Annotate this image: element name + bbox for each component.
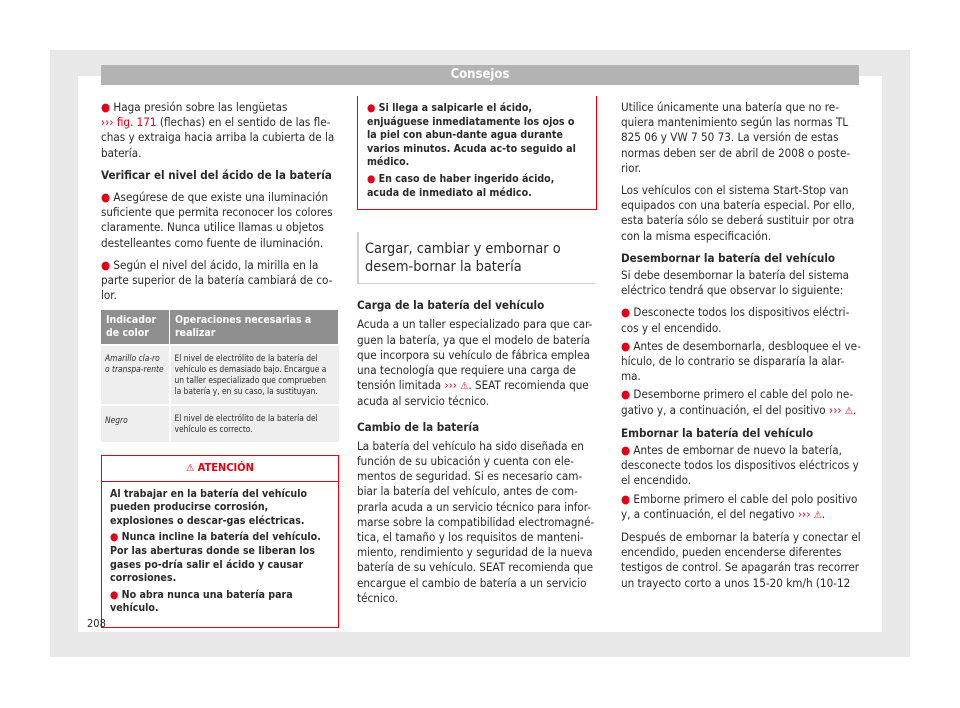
attention-box	[101, 455, 339, 628]
bullet-icon: ●	[101, 100, 111, 114]
subheading: Verificar el nivel del ácido de la batería	[101, 167, 332, 182]
bullet-icon: ●	[367, 102, 379, 114]
bullet-icon: ●	[101, 257, 114, 272]
bullet-item: ● Asegúrese de que existe una iluminación suficiente que permita reconocer los colores claramente. Nunca utilice llamas u objetos destelleantes como fuente de iluminación.	[101, 190, 333, 250]
bullet-item: ● Emborne primero el cable del polo positivo y, a continuación, el del negativo ››› ⚠.	[621, 491, 858, 521]
attention-header: ⚠ ATENCIÓN	[102, 456, 338, 481]
section-header: Consejos	[101, 65, 859, 85]
bullet-item: ● Antes de desembornarla, desbloquee el ve-hículo, de lo contrario se dispararía la alar-ma.	[621, 338, 861, 384]
table-cell: El nivel de electrólito de la batería del vehículo es correcto.	[170, 405, 339, 442]
paragraph: Los vehículos con el sistema Start-Stop van equipados con una batería especial. Por ello, esta batería sólo se deberá sustituir por otra con la misma especificación.	[621, 183, 855, 243]
color-indicator-table	[101, 310, 339, 442]
table-cell: Negro	[101, 405, 170, 442]
cross-ref-arrow[interactable]: ›››	[444, 378, 457, 393]
subheading: Desembornar la batería del vehículo	[621, 250, 836, 265]
table-row	[101, 405, 339, 442]
paragraph: Utilice únicamente una batería que no re-quiera mantenimiento según las normas TL 825 06 y VW 7 50 73. La versión de estas normas deben ser de abril de 2008 o poste-rior.	[621, 100, 851, 175]
column-2	[357, 96, 597, 613]
section-title: Cargar, cambiar y embornar o desem-bornar la batería	[365, 241, 561, 276]
warning-icon: ⚠	[460, 381, 469, 393]
warning-icon: ⚠	[844, 405, 853, 417]
bullet-item: ● Si llega a salpicarle el ácido, enjuáguese inmediatamente los ojos o la piel con abun-dante agua durante varios minutos. Acuda ac-to seguido al médico.	[367, 102, 576, 169]
attention-body: Al trabajar en la batería del vehículo pueden producirse corrosión, explosiones o descar-gas eléctricas. ● Nunca incline la batería del vehículo. Por las aberturas donde se liberan los gases po-dría salir el ácido y causar corrosiones. ● No abra nunca una batería para vehículo.	[102, 482, 338, 627]
paragraph: La batería del vehículo ha sido diseñada en función de su ubicación y cuenta con ele-mentos de seguridad. Si es necesario cam-biar la batería del vehículo, antes de com-prarla acuda a un servicio técnico para infor-marse sobre la compatibilidad electromagné-tica, el tamaño y los requisitos de manteni-miento, rendimiento y seguridad de la nueva batería de su vehículo. SEAT recomienda que encargue el cambio de batería a un servicio técnico.	[357, 438, 595, 605]
bullet-icon: ●	[621, 491, 634, 506]
table-header: Indicador de color	[101, 310, 170, 345]
warning-icon: ⚠	[813, 509, 822, 521]
bullet-item: ● Antes de embornar de nuevo la batería, desconecte todos los dispositivos eléctricos y el encendido.	[621, 443, 859, 488]
bullet-item: ● Desconecte todos los dispositivos eléctri-cos y el encendido.	[621, 305, 850, 335]
cross-ref-arrow[interactable]: ›››	[829, 402, 842, 417]
bullet-icon: ●	[621, 305, 634, 320]
bullet-icon: ●	[110, 588, 122, 601]
paragraph: Acuda a un taller especializado para que car-guen la batería, ya que el modelo de batería que incorpora su vehículo de fábrica emplea una tecnología que requiere una carga de tensión limitada ››› ⚠. SEAT recomienda que acuda al servicio técnico.	[357, 317, 593, 409]
page-number: 208	[87, 617, 106, 630]
bullet-icon: ●	[367, 172, 379, 185]
subheading: Cambio de la batería	[357, 419, 480, 434]
subheading: Embornar la batería del vehículo	[621, 425, 814, 440]
attention-box-continued	[357, 96, 597, 210]
table-cell: El nivel de electrólito de la batería del vehículo es demasiado bajo. Encargue a un taller especializado que comprueben la batería y, en su caso, la sustituyan.	[170, 345, 339, 405]
paragraph: Después de embornar la batería y conectar el encendido, pueden encenderse diferentes testigos de control. Se apagarán tras recorrer un trayecto corto a unos 15-20 km/h (10-12	[621, 530, 861, 590]
section-bar	[357, 232, 359, 284]
figure-link[interactable]: fig. 171	[116, 115, 157, 130]
table-header: Operaciones necesarias a realizar	[170, 310, 339, 345]
bullet-item: ● Nunca incline la batería del vehículo. Por las aberturas donde se liberan los gases po-dría salir el ácido y causar corrosiones.	[110, 531, 321, 585]
table-row	[101, 345, 339, 405]
bullet-icon: ●	[110, 531, 122, 544]
bullet-icon: ●	[621, 338, 634, 353]
bullet-icon: ●	[621, 443, 634, 458]
bullet-item: ● En caso de haber ingerido ácido, acuda de inmediato al médico.	[367, 172, 555, 199]
paragraph: Si debe desembornar la batería del sistema eléctrico tendrá que observar lo siguiente:	[621, 268, 850, 298]
column-1	[101, 100, 339, 628]
cross-ref-arrow[interactable]: ›››	[797, 506, 811, 521]
subheading: Carga de la batería del vehículo	[357, 298, 545, 313]
bullet-icon: ●	[621, 387, 634, 402]
bullet-icon: ●	[101, 190, 114, 205]
bullet-item: ● Desemborne primero el cable del polo ne-gativo y, a continuación, el del positivo ››› ⚠.	[621, 387, 857, 417]
warning-icon: ⚠	[186, 463, 195, 475]
column-3	[621, 100, 861, 598]
cross-ref-arrow: ›››	[101, 115, 114, 130]
paragraph: ● Haga presión sobre las lengüetas ››› fig. 171 (flechas) en el sentido de las fle-chas y extraiga hacia arriba la cubierta de la batería.	[101, 100, 335, 160]
bullet-item: ● Según el nivel del ácido, la mirilla en la parte superior de la batería cambiará de co-lor.	[101, 257, 333, 303]
divider	[357, 283, 595, 284]
bullet-item: ● No abra nunca una batería para vehículo.	[110, 588, 293, 615]
section-heading	[357, 232, 597, 284]
table-cell: Amarillo cla-ro o transpa-rente	[101, 345, 170, 405]
